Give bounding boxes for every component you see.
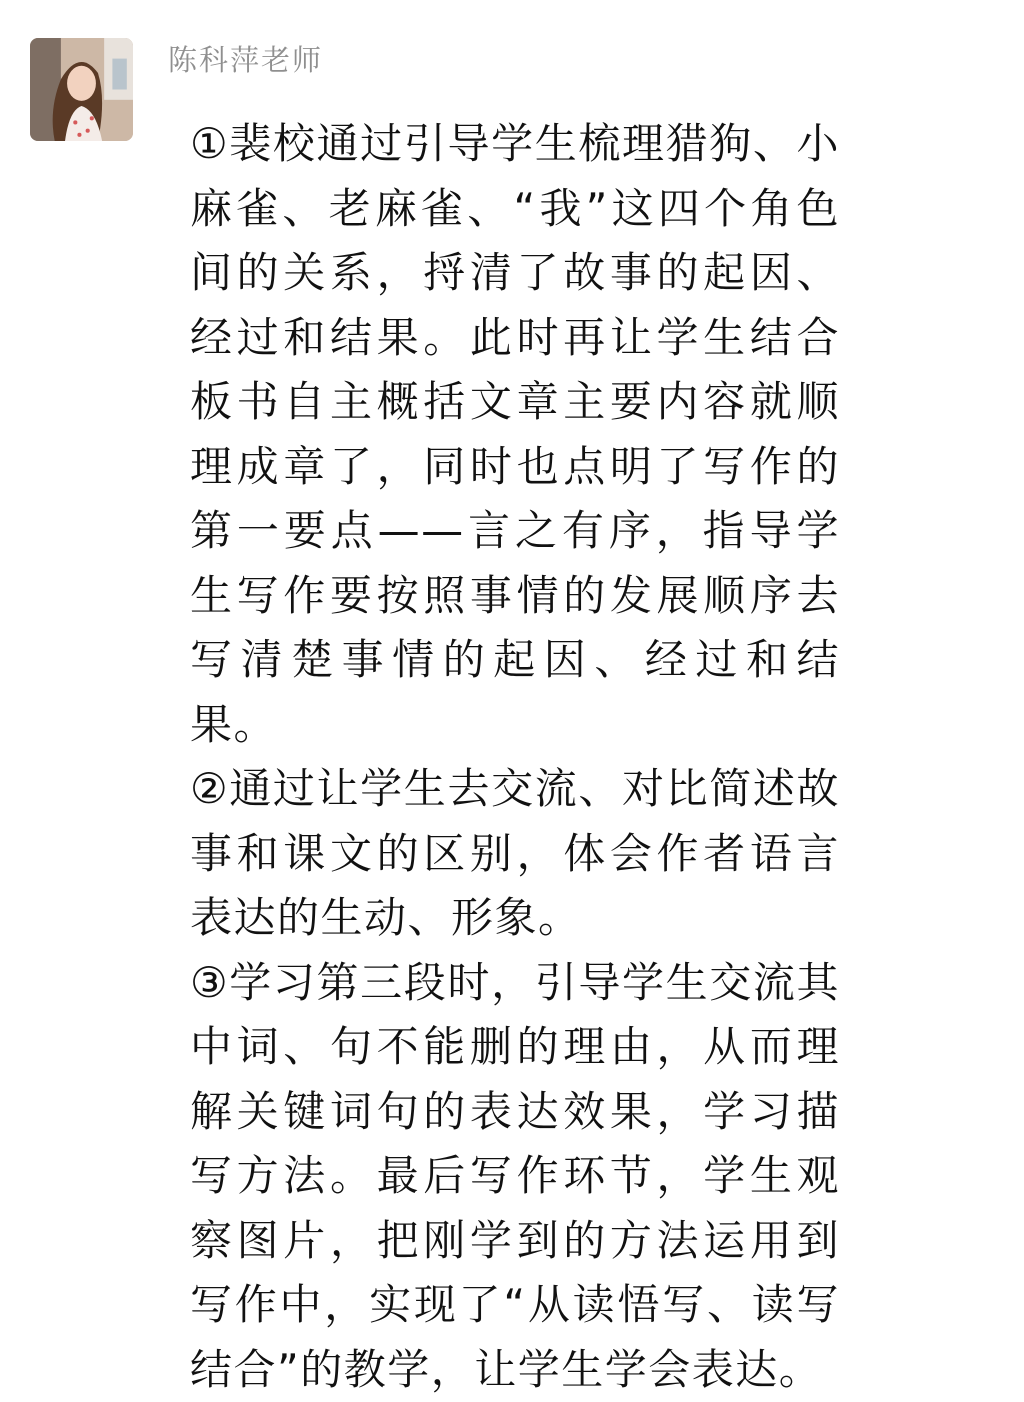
message-paragraph-3: ③学习第三段时，引导学生交流其中词、句不能删的理由，从而理解关键词句的表达效果，学习描写方法。最后写作环节，学生观察图片，把刚学到的方法运用到写作中，实现了“从读悟写、读写结合”的教学，让学生学会表达。 [190,951,840,1402]
avatar[interactable] [30,38,133,141]
message-paragraph-2: ②通过让学生去交流、对比简述故事和课文的区别，体会作者语言表达的生动、形象。 [190,757,840,951]
message-bubble-text [190,112,840,1402]
message-paragraph-1: ①裴校通过引导学生梳理猎狗、小麻雀、老麻雀、“我”这四个角色间的关系，捋清了故事的起因、经过和结果。此时再让学生结合板书自主概括文章主要内容就顺理成章了，同时也点明了写作的第一要点——言之有序，指导学生写作要按照事情的发展顺序去写清楚事情的起因、经过和结果。 [190,112,840,757]
profile-photo-avatar-icon [30,38,133,141]
sender-name: 陈科萍老师 [168,40,323,80]
